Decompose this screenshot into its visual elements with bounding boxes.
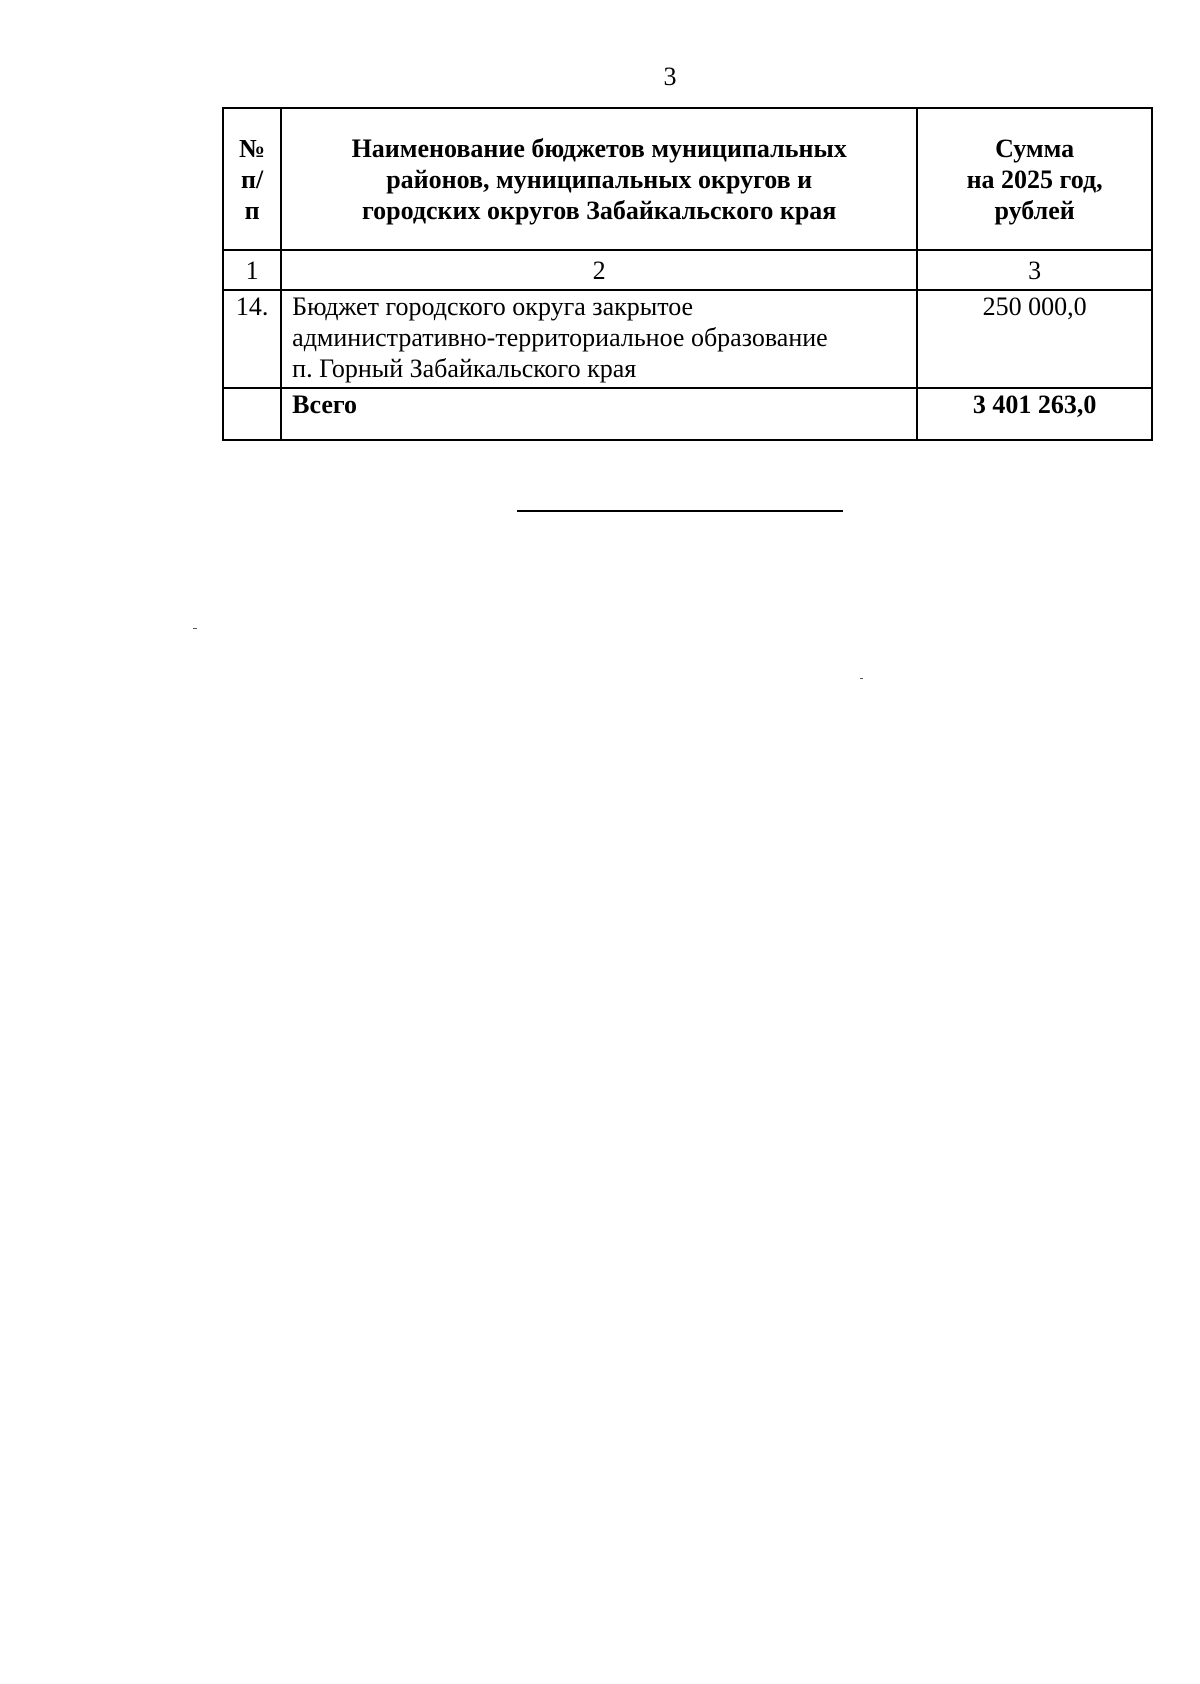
- header-number-line-1: №: [239, 133, 266, 163]
- scan-speck: [193, 628, 197, 629]
- scan-speck: [860, 678, 863, 679]
- total-number-empty: [223, 388, 281, 440]
- table-header-row: [223, 108, 1152, 250]
- header-number-line-2: п/п: [240, 164, 264, 225]
- table-row: [223, 290, 1152, 388]
- header-sum-line-1: Сумма: [995, 133, 1075, 163]
- row-number: 14.: [223, 290, 281, 388]
- row-budget-name: [281, 290, 917, 388]
- column-index-row: [223, 250, 1152, 290]
- header-name-line-3: городских округов Забайкальского края: [361, 195, 837, 225]
- end-rule-divider: [517, 510, 843, 512]
- header-budget-name: [281, 108, 917, 250]
- column-index-1: 1: [223, 250, 281, 290]
- row-sum: 250 000,0: [917, 290, 1152, 388]
- header-number: [223, 108, 281, 250]
- total-sum: 3 401 263,0: [917, 388, 1152, 440]
- header-sum-line-2: на 2025 год,: [966, 164, 1103, 194]
- total-label: Всего: [281, 388, 917, 440]
- row-name-line-2: административно-территориальное образование: [292, 323, 828, 352]
- budget-table: [222, 107, 1153, 441]
- header-name-line-1: Наименование бюджетов муниципальных: [351, 133, 847, 163]
- page-number: 3: [663, 62, 677, 91]
- header-name-line-2: районов, муниципальных округов и: [386, 164, 813, 194]
- column-index-3: 3: [917, 250, 1152, 290]
- header-sum-line-3: рублей: [994, 195, 1075, 225]
- column-index-2: 2: [281, 250, 917, 290]
- row-name-line-1: Бюджет городского округа закрытое: [292, 292, 694, 321]
- header-sum: [917, 108, 1152, 250]
- row-name-line-3: п. Горный Забайкальского края: [292, 354, 637, 383]
- total-row: [223, 388, 1152, 440]
